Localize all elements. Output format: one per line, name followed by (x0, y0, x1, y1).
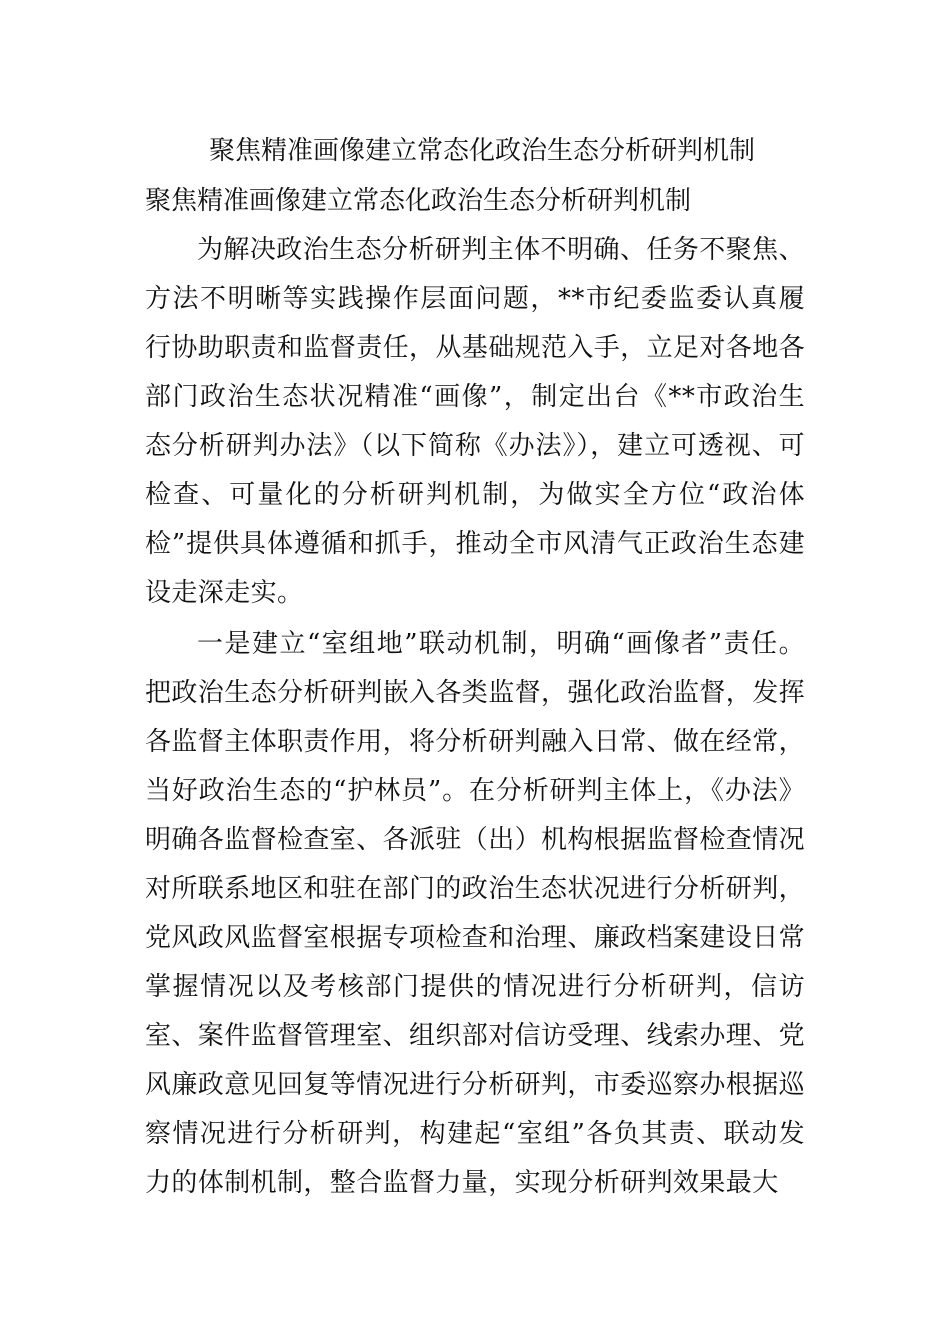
document-title: 聚焦精准画像建立常态化政治生态分析研判机制 (209, 136, 756, 166)
body-paragraph: 一是建立“室组地”联动机制，明确“画像者”责任。把政治生态分析研判嵌入各类监督，强化政治监督，发挥各监督主体职责作用，将分析研判融入日常、做在经常，当好政治生态的“护林员”。在分析研判主体上，《办法》明确各监督检查室、各派驻（出）机构根据监督检查情况对所联系地区和驻在部门的政治生态状况进行分析研判，党风政风监督室根据专项检查和治理、廉政档案建设日常掌握情况以及考核部门提供的情况进行分析研判，信访室、案件监督管理室、组织部对信访受理、线索办理、党风廉政意见回复等情况进行分析研判，市委巡察办根据巡察情况进行分析研判，构建起“室组”各负其责、联动发力的体制机制，整合监督力量，实现分析研判效果最大 (145, 629, 806, 1198)
body-paragraph: 为解决政治生态分析研判主体不明确、任务不聚焦、方法不明晰等实践操作层面问题，**市纪委监委认真履行协助职责和监督责任，从基础规范入手，立足对各地各部门政治生态状况精准“画像”，制定出台《**市政治生态分析研判办法》（以下简称《办法》），建立可透视、可检查、可量化的分析研判机制，为做实全方位“政治体检”提供具体遵循和抓手，推动全市风清气正政治生态建设走深走实。 (145, 235, 806, 608)
document-subtitle: 聚焦精准画像建立常态化政治生态分析研判机制 (145, 186, 692, 216)
